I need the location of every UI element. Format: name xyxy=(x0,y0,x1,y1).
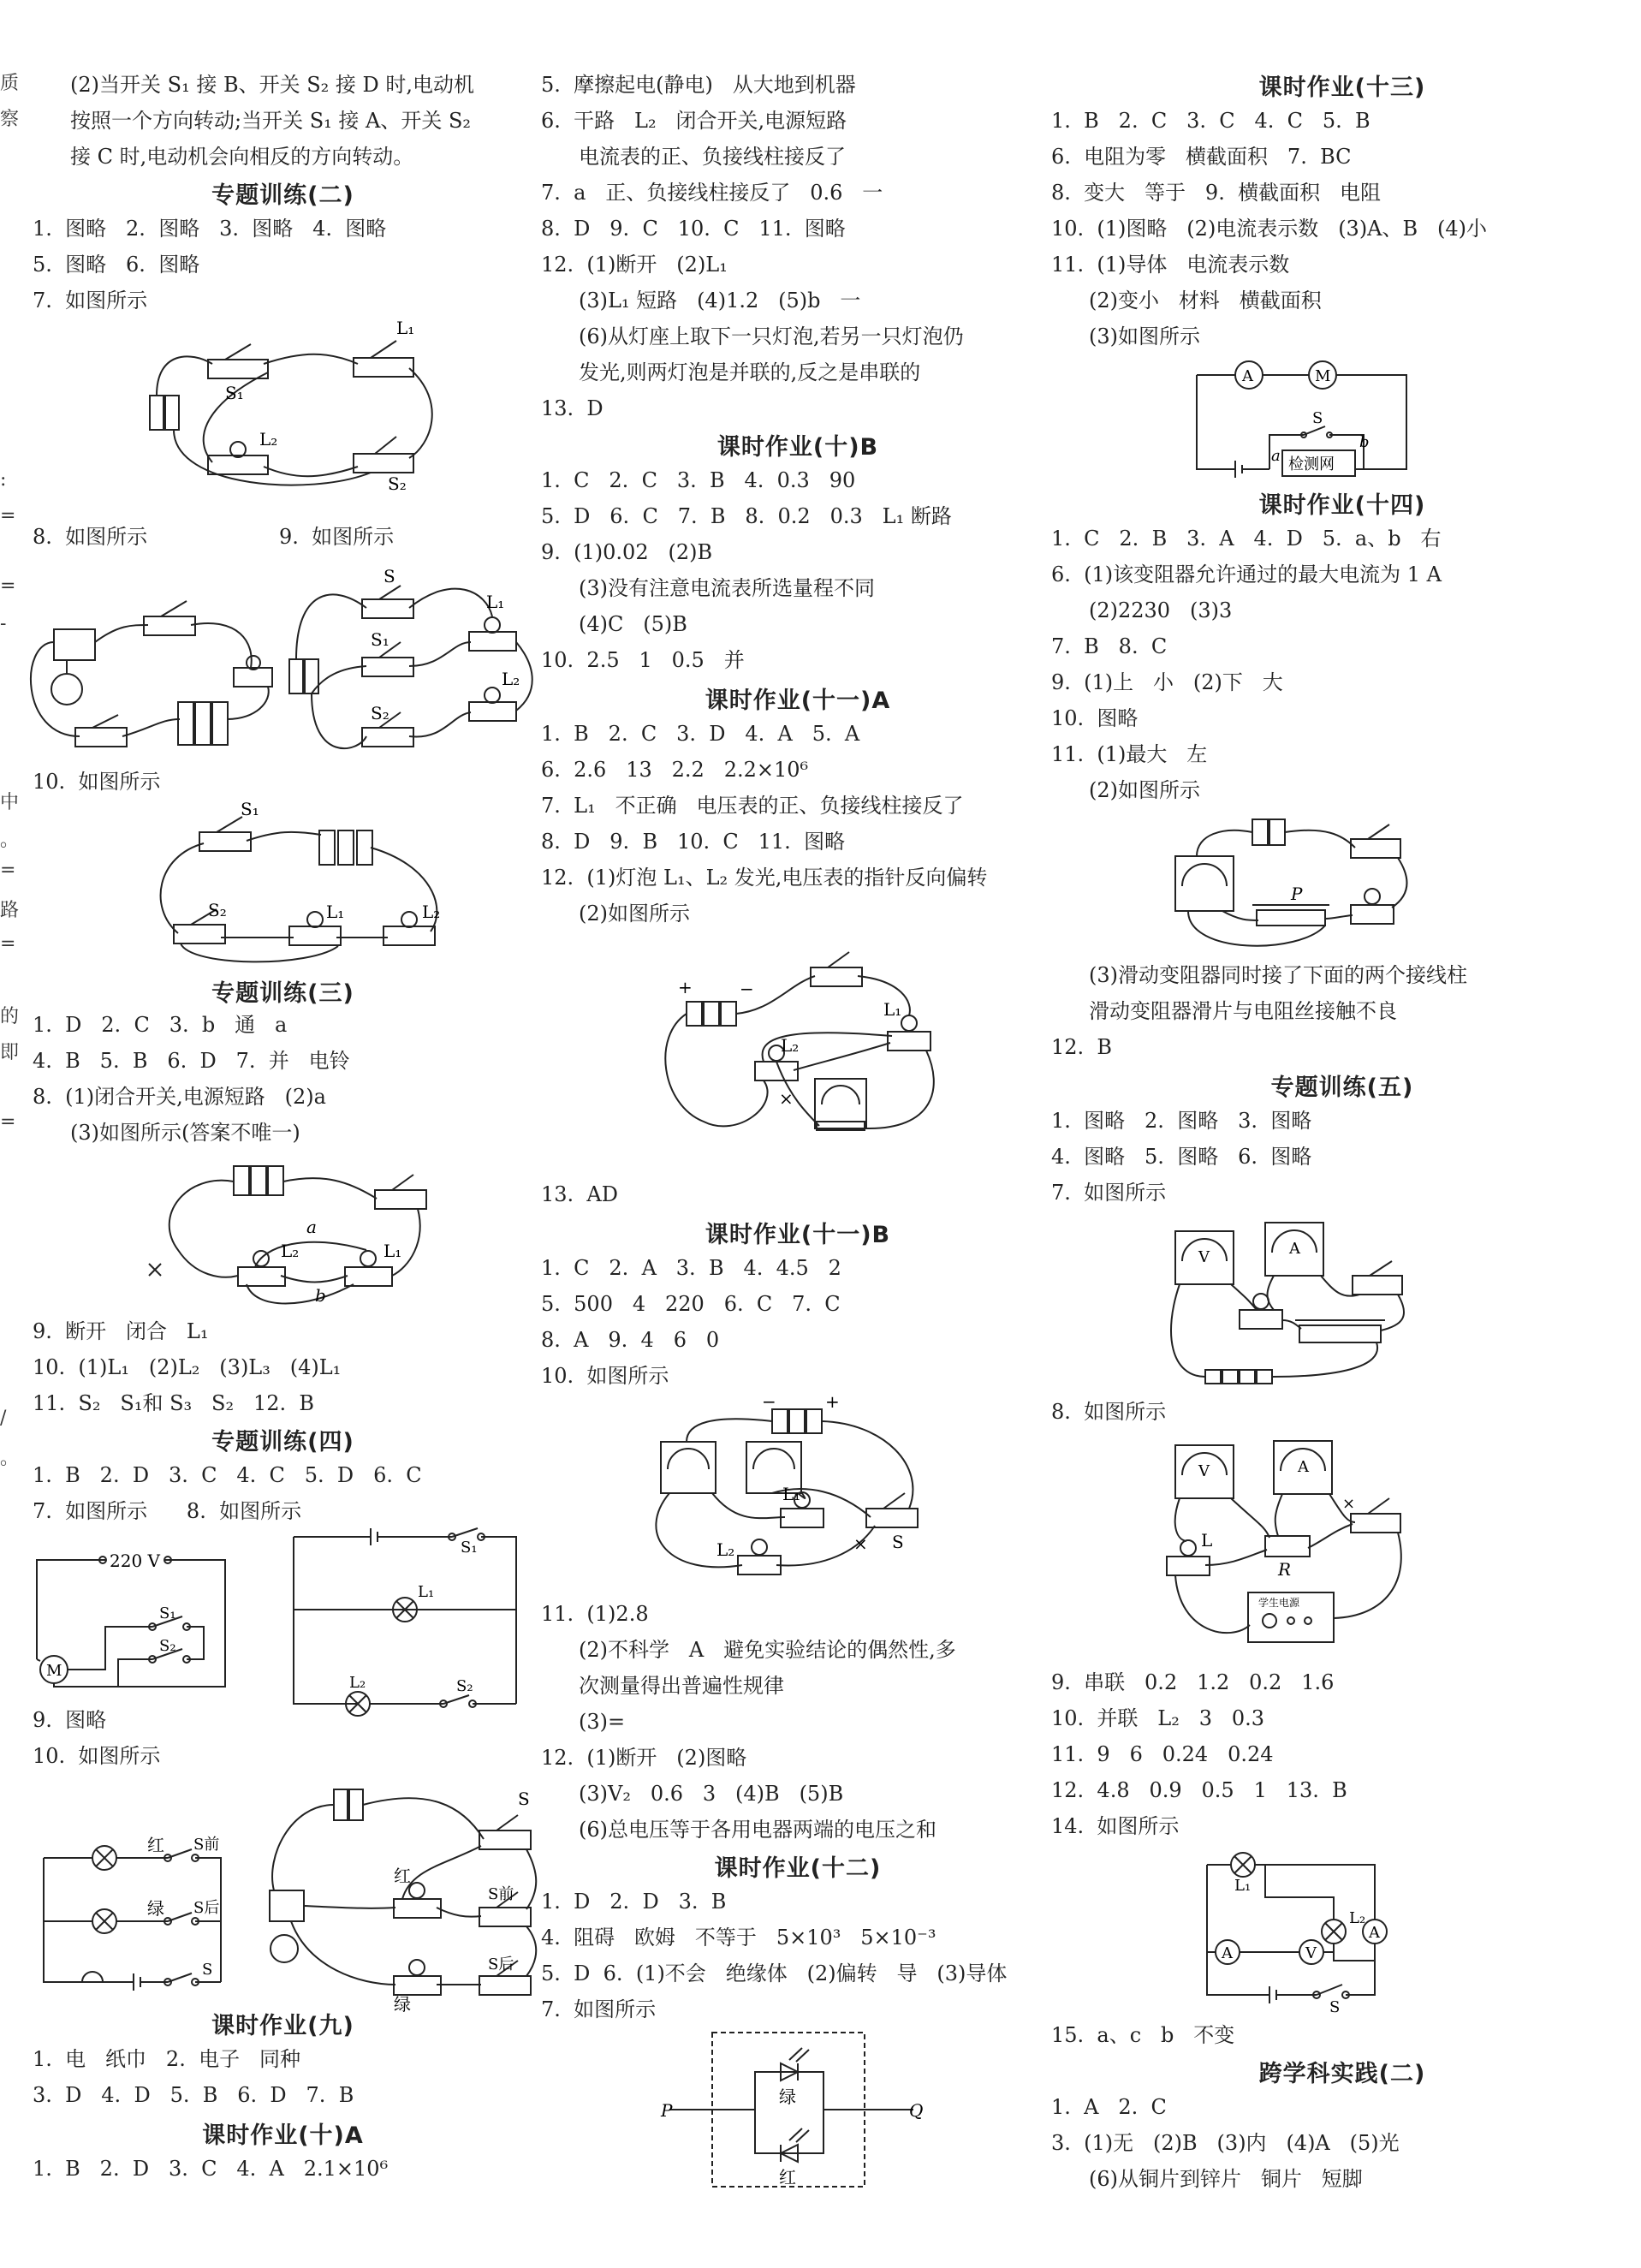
label-l2: L₂ xyxy=(716,1539,735,1560)
text-line: 15. a、c b 不变 xyxy=(1051,2023,1235,2047)
text-line: (6)总电压等于各用电器两端的电压之和 xyxy=(579,1818,936,1842)
label-l2: L₂ xyxy=(1349,1909,1366,1927)
text-line: 1. 图略 2. 图略 3. 图略 xyxy=(1051,1109,1312,1133)
section-heading: 专题训练(四) xyxy=(211,1429,354,1455)
label-voltmeter: V xyxy=(1305,1944,1317,1962)
label-s-back: S后 xyxy=(488,1955,514,1973)
text-line: (2)如图所示 xyxy=(579,902,690,926)
label-l: L xyxy=(1201,1530,1213,1551)
section-heading: 课时作业(十一)B xyxy=(705,1222,891,1248)
label-l2: L₂ xyxy=(781,1035,800,1056)
label-l1: L₁ xyxy=(396,318,415,338)
label-s-front: S前 xyxy=(193,1836,220,1854)
text-line: 13. AD xyxy=(541,1182,618,1206)
text-line: 1. A 2. C xyxy=(1051,2095,1167,2119)
section-heading: 专题训练(二) xyxy=(211,182,354,209)
text-line: 12. 4.8 0.9 0.5 1 13. B xyxy=(1051,1778,1347,1802)
text-line: 14. 如图所示 xyxy=(1051,1814,1180,1838)
text-line: 1. B 2. D 3. C 4. A 2.1×10⁶ xyxy=(33,2157,389,2181)
circuit-figure-3-8 xyxy=(152,1147,426,1310)
label-cut: × xyxy=(779,1088,794,1109)
text-line: 8. 变大 等于 9. 横截面积 电阻 xyxy=(1051,181,1381,205)
circuit-diagram-7 xyxy=(33,1541,238,1695)
text-line: 7. 如图所示 xyxy=(33,289,148,313)
label-minus: − xyxy=(740,979,754,999)
text-line: 6. 干路 L₂ 闭合开关,电源短路 xyxy=(541,109,847,133)
text-line: 9. 如图所示 xyxy=(279,525,395,549)
text-line: 6. 电阻为零 横截面积 7. BC xyxy=(1051,145,1352,169)
text-line: 11. (1)导体 电流表示数 xyxy=(1051,253,1290,277)
text-line: 9. 串联 0.2 1.2 0.2 1.6 xyxy=(1051,1670,1335,1694)
edge-fragment: - xyxy=(0,613,7,634)
text-line: 12. B xyxy=(1051,1035,1113,1059)
section-heading: 课时作业(十)A xyxy=(202,2122,364,2149)
label-red: 红 xyxy=(147,1835,164,1855)
text-line: 11. (1)最大 左 xyxy=(1051,742,1208,766)
label-plus: + xyxy=(825,1391,840,1412)
label-s2: S₂ xyxy=(388,473,407,494)
label-l1: L₁ xyxy=(486,592,505,612)
text-line: 1. C 2. C 3. B 4. 0.3 90 xyxy=(541,468,856,492)
text-line: 4. B 5. B 6. D 7. 并 电铃 xyxy=(33,1049,350,1073)
text-line: 11. (1)2.8 xyxy=(541,1602,649,1626)
text-line: 11. 9 6 0.24 0.24 xyxy=(1051,1742,1274,1766)
text-line: 9. (1)上 小 (2)下 大 xyxy=(1051,670,1283,694)
text-line: 4. 阻碍 欧姆 不等于 5×10³ 5×10⁻³ xyxy=(541,1926,936,1950)
circuit-figure-10 xyxy=(140,796,456,967)
text-line: 12. (1)断开 (2)L₁ xyxy=(541,253,728,277)
edge-fragment: = xyxy=(0,1111,16,1133)
edge-fragment: 中 xyxy=(0,792,20,813)
text-line: 10. 2.5 1 0.5 并 xyxy=(541,648,745,672)
label-cut: × xyxy=(1342,1495,1356,1513)
circuit-diagram-14 xyxy=(1188,1841,1394,2016)
label-s1: S₁ xyxy=(159,1604,176,1622)
label-s-back: S后 xyxy=(193,1899,220,1917)
text-line: 7. 如图所示 8. 如图所示 xyxy=(33,1499,302,1523)
label-l1: L₁ xyxy=(883,999,902,1020)
label-a: a xyxy=(306,1217,317,1237)
label-voltmeter: V xyxy=(1198,1462,1210,1480)
text-line: 8. 如图所示 xyxy=(1051,1400,1167,1424)
label-s2: S₂ xyxy=(159,1637,176,1655)
label-s: S xyxy=(1312,409,1323,427)
text-line: (3)如图所示(答案不唯一) xyxy=(70,1121,300,1145)
edge-fragment: = xyxy=(0,505,16,527)
text-line: 6. (1)该变阻器允许通过的最大电流为 1 A xyxy=(1051,563,1442,586)
text-line: (2)当开关 S₁ 接 B、开关 S₂ 接 D 时,电动机 xyxy=(70,73,475,97)
text-line: 1. C 2. B 3. A 4. D 5. a、b 右 xyxy=(1051,527,1442,551)
section-heading: 课时作业(十一)A xyxy=(705,688,891,714)
section-heading: 课时作业(十二) xyxy=(714,1855,882,1882)
section-heading: 专题训练(三) xyxy=(211,980,354,1007)
circuit-figure-zt5-7 xyxy=(1162,1214,1411,1385)
circuit-figure-8-motor xyxy=(33,591,281,762)
label-green: 绿 xyxy=(147,1898,164,1919)
label-s1: S₁ xyxy=(241,799,259,819)
circuit-diagram-8 xyxy=(289,1528,520,1712)
text-line: 10. 并联 L₂ 3 0.3 xyxy=(1051,1706,1265,1730)
edge-fragment: 即 xyxy=(0,1042,20,1063)
label-green: 绿 xyxy=(779,2086,796,2107)
text-line: 3. D 4. D 5. B 6. D 7. B xyxy=(33,2083,354,2107)
text-line: (4)C (5)B xyxy=(579,612,687,636)
label-s1: S₁ xyxy=(461,1539,478,1557)
label-l1: L₁ xyxy=(1234,1877,1252,1895)
text-line: 6. 2.6 13 2.2 2.2×10⁶ xyxy=(541,758,809,782)
text-line: 1. C 2. A 3. B 4. 4.5 2 xyxy=(541,1256,841,1280)
label-s2: S₂ xyxy=(208,900,227,920)
label-red: 红 xyxy=(394,1866,411,1886)
edge-fragment: = xyxy=(0,575,16,597)
label-b: b xyxy=(1359,433,1370,451)
label-l2: L₂ xyxy=(422,902,441,922)
label-cut: × xyxy=(853,1533,868,1554)
label-ammeter: A xyxy=(1242,367,1253,385)
label-l1: L₁ xyxy=(326,902,345,922)
text-line: 10. 如图所示 xyxy=(33,770,161,794)
circuit-figure-9 xyxy=(281,557,538,771)
label-plus: + xyxy=(678,977,693,997)
label-l1: L₁ xyxy=(418,1583,435,1601)
text-line: (2)变小 材料 横截面积 xyxy=(1089,289,1322,313)
text-line: 5. D 6. C 7. B 8. 0.2 0.3 L₁ 断路 xyxy=(541,504,952,528)
text-line: 1. B 2. C 3. C 4. C 5. B xyxy=(1051,109,1370,133)
circuit-figure-12 xyxy=(652,933,935,1156)
text-line: (3)L₁ 短路 (4)1.2 (5)b 一 xyxy=(579,289,861,313)
text-line: 13. D xyxy=(541,396,603,420)
label-l1: L₁ xyxy=(782,1484,801,1504)
edge-fragment: 。 xyxy=(0,830,20,851)
text-line: (2)不科学 A 避免实验结论的偶然性,多 xyxy=(579,1638,956,1662)
text-line: 10. 图略 xyxy=(1051,706,1139,730)
text-line: 5. 500 4 220 6. C 7. C xyxy=(541,1292,841,1316)
label-ammeter-left: A xyxy=(1222,1944,1233,1962)
edge-fragment: 察 xyxy=(0,109,20,130)
text-line: 按照一个方向转动;当开关 S₁ 接 A、开关 S₂ xyxy=(70,109,472,133)
label-r: R xyxy=(1278,1559,1292,1580)
label-minus: − xyxy=(762,1391,776,1412)
text-line: 滑动变阻器滑片与电阻丝接触不良 xyxy=(1089,999,1397,1023)
section-heading: 跨学科实践(二) xyxy=(1258,2061,1426,2087)
diode-circuit-figure xyxy=(661,2029,935,2200)
text-line: 10. 如图所示 xyxy=(541,1364,669,1388)
text-line: 10. 如图所示 xyxy=(33,1744,161,1768)
label-l1: L₁ xyxy=(383,1241,402,1261)
label-s: S xyxy=(518,1789,530,1809)
text-line: 5. 摩擦起电(静电) 从大地到机器 xyxy=(541,73,856,97)
text-line: 1. D 2. C 3. b 通 a xyxy=(33,1013,288,1037)
label-ammeter: A xyxy=(1289,1240,1300,1258)
label-detection-net: 检测网 xyxy=(1288,455,1335,473)
section-heading: 课时作业(九) xyxy=(211,2013,354,2039)
edge-fragment: 质 xyxy=(0,73,20,94)
label-p: P xyxy=(661,2100,673,2121)
text-line: 接 C 时,电动机会向相反的方向转动。 xyxy=(70,145,414,169)
section-heading: 课时作业(十四) xyxy=(1258,492,1426,519)
text-line: 8. D 9. B 10. C 11. 图略 xyxy=(541,830,846,854)
label-s-front: S前 xyxy=(488,1885,514,1903)
text-line: 10. (1)图略 (2)电流表示数 (3)A、B (4)小 xyxy=(1051,217,1488,241)
text-line: 7. B 8. C xyxy=(1051,634,1168,658)
label-s1: S₁ xyxy=(371,629,389,650)
text-line: (6)从铜片到锌片 铜片 短脚 xyxy=(1089,2167,1363,2191)
label-l2: L₂ xyxy=(281,1241,300,1261)
label-s: S xyxy=(1329,1998,1341,2016)
text-line: 3. (1)无 (2)B (3)内 (4)A (5)光 xyxy=(1051,2131,1400,2155)
text-line: 7. a 正、负接线柱接反了 0.6 一 xyxy=(541,181,883,205)
label-ammeter-right: A xyxy=(1369,1924,1380,1942)
circuit-figure-10-physical xyxy=(257,1771,539,2015)
label-voltage: 220 V xyxy=(110,1551,160,1571)
edge-fragment: = xyxy=(0,933,16,955)
circuit-figure-10b xyxy=(635,1391,943,1586)
label-m: M xyxy=(46,1662,62,1680)
text-line: (3)= xyxy=(579,1710,626,1734)
label-l2: L₂ xyxy=(502,669,520,689)
circuit-diagram-10 xyxy=(39,1832,228,1991)
text-line: (2)如图所示 xyxy=(1089,778,1200,802)
text-line: 9. 断开 闭合 L₁ xyxy=(33,1319,209,1343)
circuit-figure-zt5-8 xyxy=(1162,1428,1411,1651)
edge-fragment: : xyxy=(0,469,7,491)
text-line: 5. D 6. (1)不会 绝缘体 (2)偏转 导 (3)导体 xyxy=(541,1961,1008,1985)
text-line: (3)如图所示 xyxy=(1089,324,1200,348)
section-heading: 专题训练(五) xyxy=(1270,1074,1414,1101)
label-red: 红 xyxy=(779,2167,796,2188)
label-q: Q xyxy=(909,2100,924,2121)
label-motor: M xyxy=(1315,367,1331,385)
label-p: P xyxy=(1291,884,1303,904)
section-heading: 课时作业(十三) xyxy=(1258,74,1426,101)
text-line: 8. D 9. C 10. C 11. 图略 xyxy=(541,217,846,241)
text-line: 电流表的正、负接线柱接反了 xyxy=(579,145,846,169)
label-s2: S₂ xyxy=(456,1677,473,1695)
text-line: 12. (1)断开 (2)图略 xyxy=(541,1746,747,1770)
text-line: 9. 图略 xyxy=(33,1708,107,1732)
text-line: 12. (1)灯泡 L₁、L₂ 发光,电压表的指针反向偏转 xyxy=(541,866,988,890)
edge-fragment: 路 xyxy=(0,900,20,921)
circuit-figure-7 xyxy=(140,317,448,497)
section-heading: 课时作业(十)B xyxy=(716,434,879,461)
text-line: (2)2230 (3)3 xyxy=(1089,598,1233,622)
text-line: 7. 如图所示 xyxy=(541,1997,657,2021)
edge-fragment: 。 xyxy=(0,1448,20,1469)
label-s2: S₂ xyxy=(371,703,389,723)
label-l2: L₂ xyxy=(259,429,278,449)
label-ammeter: A xyxy=(1298,1458,1309,1476)
label-power-supply: 学生电源 xyxy=(1258,1597,1300,1609)
text-line: 1. B 2. D 3. C 4. C 5. D 6. C xyxy=(33,1463,422,1487)
label-s: S xyxy=(892,1532,904,1552)
text-line: (3)没有注意电流表所选量程不同 xyxy=(579,576,875,600)
text-line: 7. L₁ 不正确 电压表的正、负接线柱接反了 xyxy=(541,794,964,818)
label-a: a xyxy=(1271,447,1281,465)
text-line: 9. (1)0.02 (2)B xyxy=(541,540,713,564)
text-line: 1. B 2. C 3. D 4. A 5. A xyxy=(541,722,860,746)
circuit-figure-13 xyxy=(1192,358,1424,478)
text-line: 1. D 2. D 3. B xyxy=(541,1890,727,1914)
label-l2: L₂ xyxy=(349,1674,366,1692)
edge-fragment: = xyxy=(0,860,16,881)
text-line: 8. 如图所示 xyxy=(33,525,148,549)
label-voltmeter: V xyxy=(1198,1248,1210,1266)
text-line: (6)从灯座上取下一只灯泡,若另一只灯泡仍 xyxy=(579,324,964,348)
edge-fragment: 的 xyxy=(0,1006,20,1027)
text-line: 发光,则两灯泡是并联的,反之是串联的 xyxy=(579,360,921,384)
text-line: 11. S₂ S₁和 S₃ S₂ 12. B xyxy=(33,1391,315,1415)
text-line: 1. 图略 2. 图略 3. 图略 4. 图略 xyxy=(33,217,387,241)
text-line: 1. 电 纸巾 2. 电子 同种 xyxy=(33,2047,300,2071)
label-s: S xyxy=(202,1961,213,1979)
label-s: S xyxy=(383,566,395,586)
text-line: 8. (1)闭合开关,电源短路 (2)a xyxy=(33,1085,326,1109)
text-line: 4. 图略 5. 图略 6. 图略 xyxy=(1051,1145,1312,1169)
text-line: 次测量得出普遍性规律 xyxy=(579,1674,784,1698)
label-s1: S₁ xyxy=(225,383,244,403)
text-line: 5. 图略 6. 图略 xyxy=(33,253,200,277)
text-line: 10. (1)L₁ (2)L₂ (3)L₃ (4)L₁ xyxy=(33,1355,342,1379)
label-b: b xyxy=(315,1285,326,1306)
text-line: 7. 如图所示 xyxy=(1051,1181,1167,1205)
text-line: (3)V₂ 0.6 3 (4)B (5)B xyxy=(579,1782,844,1806)
text-line: (3)滑动变阻器同时接了下面的两个接线柱 xyxy=(1089,963,1467,987)
label-green: 绿 xyxy=(394,1994,411,2015)
edge-fragment: / xyxy=(0,1408,7,1429)
text-line: 8. A 9. 4 6 0 xyxy=(541,1328,720,1352)
circuit-figure-14-rheostat xyxy=(1171,809,1411,959)
